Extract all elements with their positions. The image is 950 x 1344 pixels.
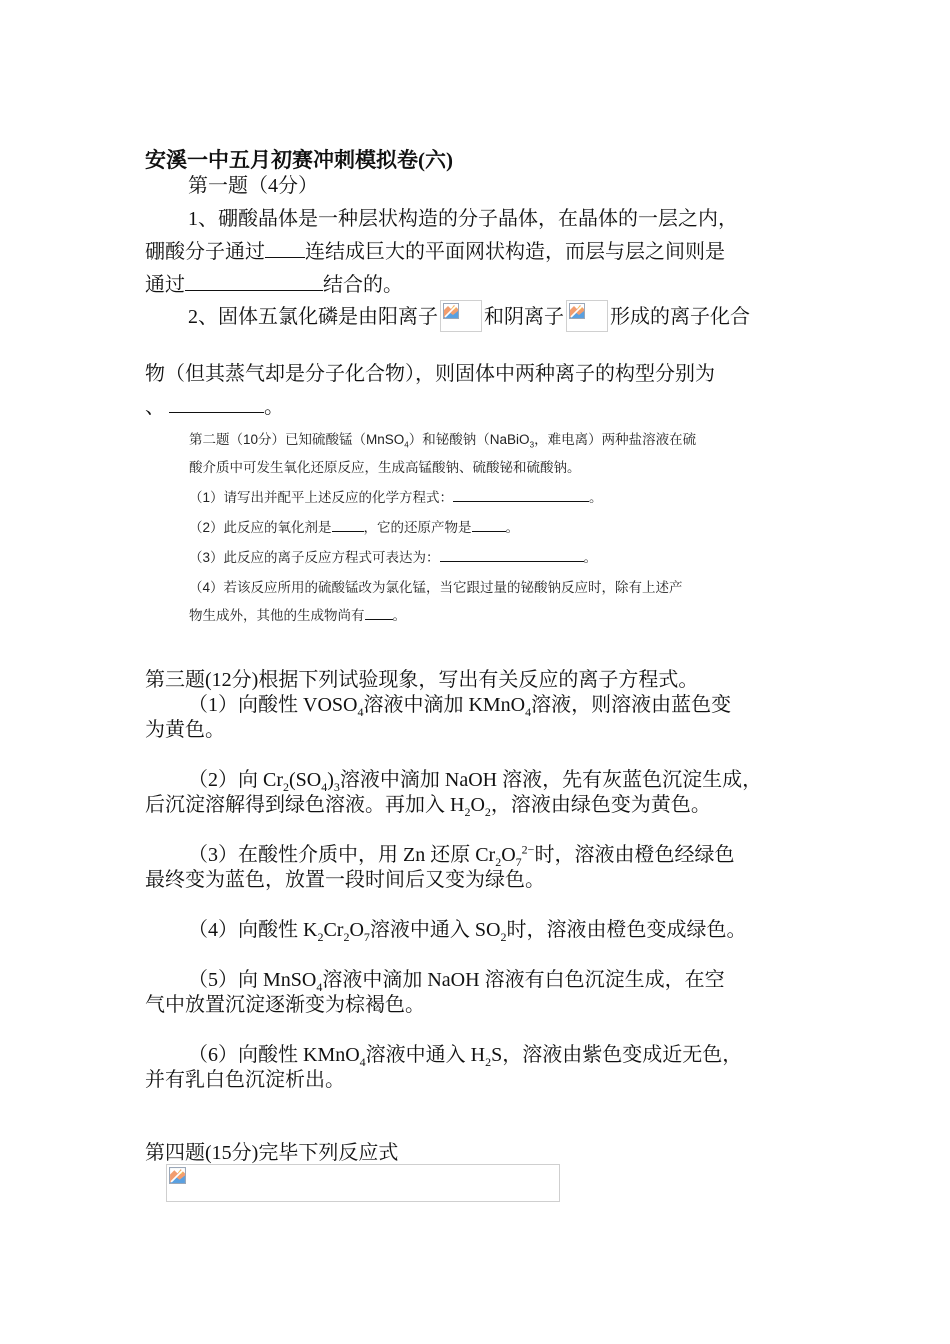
answer-blank[interactable]	[332, 516, 364, 532]
q3-item5-line1: （5）向 MnSO$_4$溶液中滴加 NaOH 溶液有白色沉淀生成，在空	[188, 969, 725, 994]
cation-image-placeholder	[440, 300, 482, 332]
anion-image-placeholder	[566, 300, 608, 332]
answer-blank[interactable]	[185, 272, 323, 291]
broken-image-icon	[169, 1167, 186, 1184]
q2-intro-line1: 第二题（10分）已知硫酸锰（MnSO$_4$）和铋酸钠（NaBiO$_3$，难电离）两种盐溶液在硫	[189, 432, 697, 450]
q3-item1-line1: （1）向酸性 $VOSO_4$溶液中滴加 KMnO$_4$溶液，则溶液由蓝色变	[188, 694, 732, 719]
reaction-image-placeholder	[166, 1164, 560, 1202]
q1-part1-line2: 硼酸分子通过 连结成巨大的平面网状构造，而层与层之间则是	[145, 241, 725, 263]
question-1-heading: 第一题（4分）	[188, 175, 318, 197]
q1-part2-line3: 、 。	[145, 396, 284, 418]
broken-image-icon	[569, 303, 585, 319]
question-3-heading: 第三题(12分)根据下列试验现象，写出有关反应的离子方程式。	[145, 669, 699, 691]
q1-part2	[145, 300, 825, 420]
q3-item3-line2: 最终变为蓝色，放置一段时间后又变为绿色。	[145, 869, 545, 891]
answer-blank[interactable]	[265, 239, 305, 258]
q1-part1-line1: 1、硼酸晶体是一种层状构造的分子晶体，在晶体的一层之内，	[188, 208, 738, 230]
broken-image-icon	[443, 303, 459, 319]
q1-part1-line3: 通过 结合的。	[145, 274, 403, 296]
question-4-heading: 第四题(15分)完毕下列反应式	[145, 1142, 399, 1164]
q2-sub4-line1: （4）若该反应所用的硫酸锰改为氯化锰，当它跟过量的铋酸钠反应时，除有上述产	[189, 580, 683, 595]
q3-item3-line1: （3）在酸性介质中，用 Zn 还原 $Cr_2O_7^{2-}$时，溶液由橙色经绿色	[188, 842, 735, 869]
q2-sub2: （2）此反应的氧化剂是 ，它的还原产物是 。	[189, 514, 829, 542]
q1-part2-line1: 2、固体五氯化磷是由阳离子 和阴离子 形成的离子化合	[145, 300, 825, 332]
q2-sub4-line2: 物生成外，其他的生成物尚有 。	[189, 602, 829, 630]
answer-blank[interactable]	[440, 546, 584, 562]
q2-sub1: （1）请写出并配平上述反应的化学方程式： 。	[189, 484, 829, 512]
q2-sub3: （3）此反应的离子反应方程式可表达为： 。	[189, 544, 829, 572]
q1-part2-line2: 物（但其蒸气却是分子化合物），则固体中两种离子的构型分别为	[145, 363, 715, 385]
q3-item2-line1: （2）向 $Cr_2(SO_4)_3$溶液中滴加 NaOH 溶液，先有灰蓝色沉淀生成，	[188, 769, 763, 794]
q3-item4: （4）向酸性 $K_2Cr_2O_7$溶液中通入 $SO_2$时，溶液由橙色变成绿色。	[188, 919, 747, 944]
answer-blank[interactable]	[453, 486, 589, 502]
q3-item1-line2: 为黄色。	[145, 719, 225, 741]
question-1	[145, 174, 825, 298]
question-3	[145, 668, 825, 1093]
answer-blank[interactable]	[169, 394, 264, 413]
page-title: 安溪一中五月初赛冲刺模拟卷(六)	[145, 148, 453, 172]
question-2	[189, 426, 829, 630]
q3-item5-line2: 气中放置沉淀逐渐变为棕褐色。	[145, 994, 425, 1016]
q2-intro-line2: 酸介质中可发生氧化还原反应，生成高锰酸钠、硫酸铋和硫酸钠。	[189, 460, 581, 475]
q3-item6-line1: （6）向酸性 KMnO$_4$溶液中通入 $H_2S$，溶液由紫色变成近无色，	[188, 1044, 743, 1069]
answer-blank[interactable]	[472, 516, 506, 532]
answer-blank[interactable]	[365, 604, 393, 620]
q3-item6-line2: 并有乳白色沉淀析出。	[145, 1069, 345, 1091]
q3-item2-line2: 后沉淀溶解得到绿色溶液。再加入 $H_2O_2$，溶液由绿色变为黄色。	[145, 794, 711, 819]
